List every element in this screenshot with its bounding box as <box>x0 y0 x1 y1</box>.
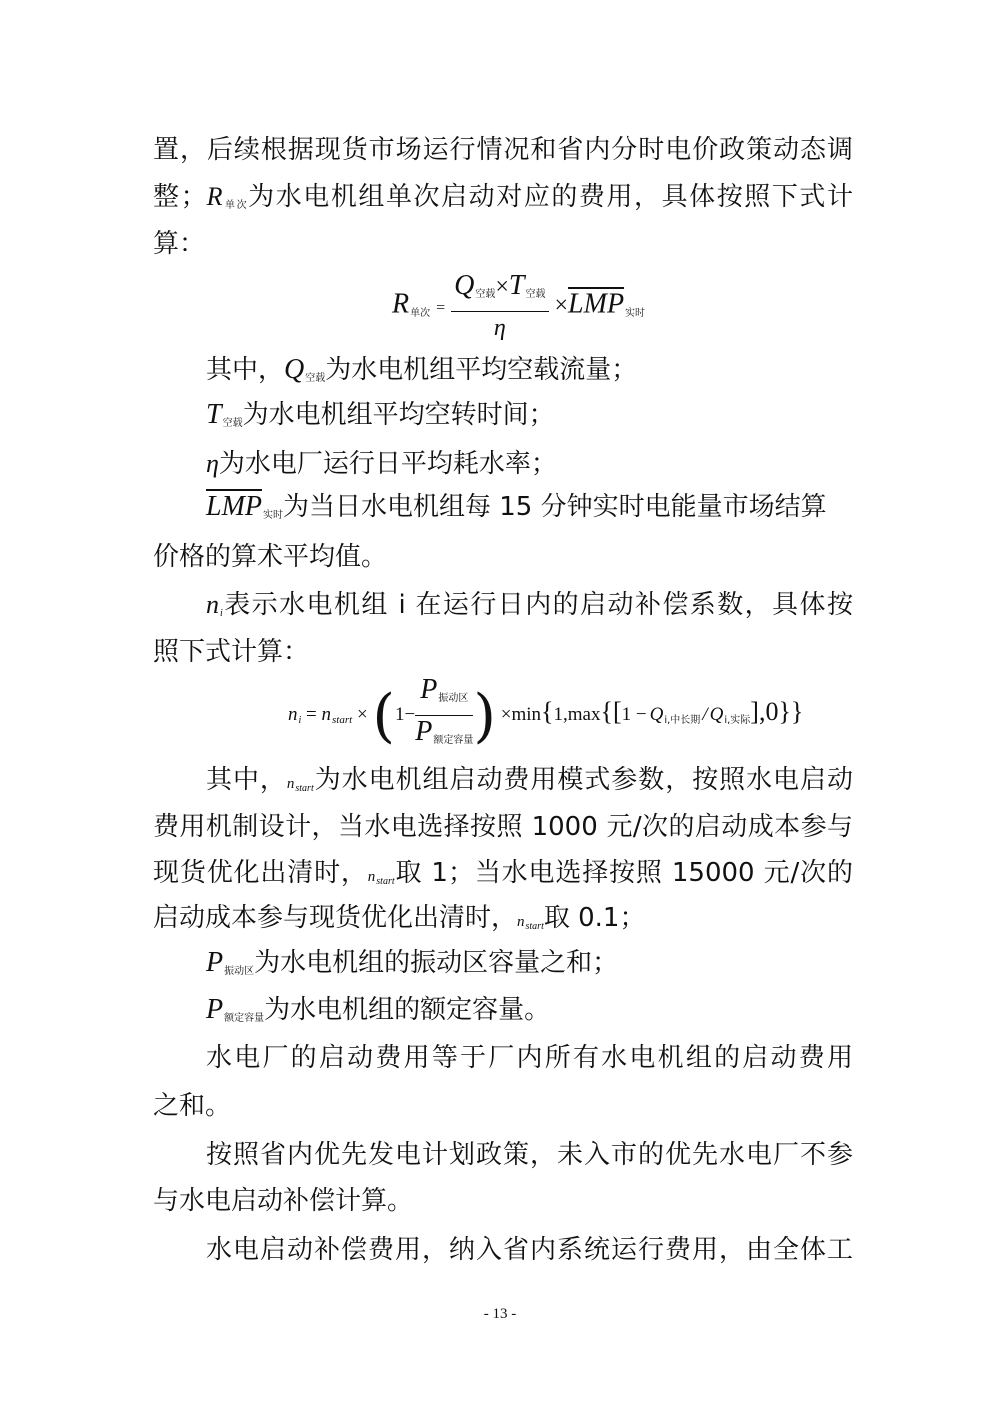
var-subscript: 实时 <box>263 510 283 521</box>
text-line <box>206 449 853 479</box>
formula-operator: × <box>495 274 509 300</box>
formula-var: Q <box>709 703 724 725</box>
var-subscript: i <box>220 608 223 619</box>
formula-paren-right: ) <box>473 681 497 750</box>
text-line <box>153 903 853 942</box>
formula-subscript: 空载 <box>475 289 496 300</box>
var-letter: R <box>206 182 223 211</box>
text-line: 与水电启动补偿计算。 <box>153 1186 414 1216</box>
formula-subscript: 实时 <box>625 307 646 319</box>
formula-function: max <box>567 703 601 725</box>
fraction-numerator <box>415 676 473 716</box>
text-line <box>206 948 853 987</box>
text-line: 算： <box>153 229 206 259</box>
text-fragment: 其中， <box>206 765 287 795</box>
formula-subscript: start <box>332 713 353 726</box>
var-subscript: 空载 <box>305 373 326 384</box>
formula-subscript: 额定容量 <box>433 735 474 746</box>
fraction-denominator: η <box>493 315 506 341</box>
math-var: $\overline{LMP}$ <box>206 491 262 522</box>
formula-subscript: i <box>298 714 302 726</box>
formula-var: n <box>321 703 331 725</box>
text-line: 水电启动补偿费用，纳入省内系统运行费用，由全体工 <box>206 1235 853 1265</box>
text-fragment: 为水电机组启动费用模式参数，按照水电启动 <box>313 765 853 795</box>
formula-subscript: i,实际 <box>724 714 751 726</box>
formula-operator: × <box>554 292 569 319</box>
math-var: T <box>206 399 222 430</box>
math-var: n <box>367 869 376 885</box>
formula-var: $\overline{LMP}$ <box>568 288 625 320</box>
formula-term: 1 − <box>621 703 647 725</box>
text-line: 价格的算术平均值。 <box>153 542 388 572</box>
formula-subscript: i,中长期 <box>664 714 701 726</box>
text-fragment: 为水电机组平均空载流量； <box>325 355 638 385</box>
text-fragment: 为水电机组的额定容量。 <box>264 995 551 1025</box>
text-line <box>206 590 853 629</box>
text-fragment: 为水电机组的振动区容量之和； <box>254 948 619 978</box>
formula-var: Q <box>454 270 475 301</box>
formula-var: Q <box>649 703 664 725</box>
text-fragment: 为当日水电机组每 15 分钟实时电能量市场结算 <box>283 492 827 522</box>
formula-fraction <box>415 676 473 755</box>
var-subscript: start <box>525 921 544 932</box>
fraction-numerator <box>451 272 548 312</box>
formula-subscript: 空载 <box>525 289 546 300</box>
math-var: Q <box>284 354 305 385</box>
math-var: n <box>517 914 525 930</box>
formula-brace: {[ <box>600 696 622 726</box>
text-fragment: 为水电厂运行日平均耗水率； <box>218 449 557 479</box>
formula-operator: = <box>436 299 446 317</box>
math-var: n <box>206 590 219 619</box>
text-line <box>206 765 853 804</box>
formula-subscript: 单次 <box>410 307 431 319</box>
text-fragment: 表示水电机组 i 在运行日内的启动补偿系数，具体按 <box>222 590 853 620</box>
var-subscript: 振动区 <box>224 966 255 977</box>
text-fragment: 取 1；当水电选择按照 15000 元/次的 <box>394 858 853 888</box>
var-subscript: 空载 <box>222 418 243 429</box>
formula-var: n <box>288 703 298 725</box>
math-var: η <box>206 449 219 478</box>
text-fragment: 现货优化出清时， <box>153 858 368 888</box>
formula-function: min <box>511 703 542 725</box>
formula-var: R <box>392 288 410 320</box>
text-fragment: 其中， <box>206 355 285 385</box>
text-line <box>153 858 853 897</box>
text-line <box>206 492 853 531</box>
formula-var: P <box>420 674 438 705</box>
var-subscript: start <box>376 876 395 887</box>
math-var: P <box>206 994 224 1025</box>
var-subscript: 额定容量 <box>224 1013 265 1024</box>
formula-ni <box>288 676 803 755</box>
formula-operator: = <box>306 703 317 725</box>
formula-operator: / <box>702 703 708 725</box>
text-fragment: 整； <box>153 182 207 212</box>
text-fragment: 取 0.1； <box>543 903 646 933</box>
formula-var: T <box>508 270 525 301</box>
text-line: 按照省内优先发电计划政策，未入市的优先水电厂不参 <box>206 1140 853 1170</box>
formula-var: P <box>415 716 433 747</box>
text-fragment: 启动成本参与现货优化出清时， <box>153 903 518 933</box>
page-number: - 13 - <box>483 1306 517 1322</box>
formula-operator: × <box>356 703 368 725</box>
text-line <box>153 182 853 221</box>
text-line: 置，后续根据现货市场运行情况和省内分时电价政策动态调 <box>153 135 853 165</box>
math-var-r <box>207 182 249 211</box>
formula-term: 1− <box>395 703 416 725</box>
math-var: P <box>206 947 224 978</box>
formula-operator: × <box>500 703 512 725</box>
text-line <box>206 400 853 439</box>
text-line <box>206 355 853 394</box>
text-fragment: 为水电机组单次启动对应的费用，具体按照下式计 <box>248 182 853 212</box>
formula-brace: { <box>541 696 554 726</box>
text-line: 水电厂的启动费用等于厂内所有水电机组的启动费用 <box>206 1043 853 1073</box>
text-line: 费用机制设计，当水电选择按照 1000 元/次的启动成本参与 <box>153 812 853 842</box>
var-subscript: 单次 <box>223 200 249 211</box>
formula-r-single <box>392 272 645 342</box>
math-var: n <box>286 776 295 792</box>
formula-term: 1, <box>553 703 568 725</box>
formula-paren-left: ( <box>372 681 396 750</box>
text-line <box>206 995 853 1034</box>
var-subscript: start <box>295 783 314 794</box>
fraction-denominator <box>415 716 473 755</box>
text-line: 照下式计算： <box>153 637 310 667</box>
formula-brace: ],0}} <box>750 696 804 726</box>
text-fragment: 为水电机组平均空转时间； <box>242 400 555 430</box>
formula-fraction <box>451 272 548 342</box>
text-line: 之和。 <box>153 1091 232 1121</box>
formula-subscript: 振动区 <box>438 693 469 704</box>
